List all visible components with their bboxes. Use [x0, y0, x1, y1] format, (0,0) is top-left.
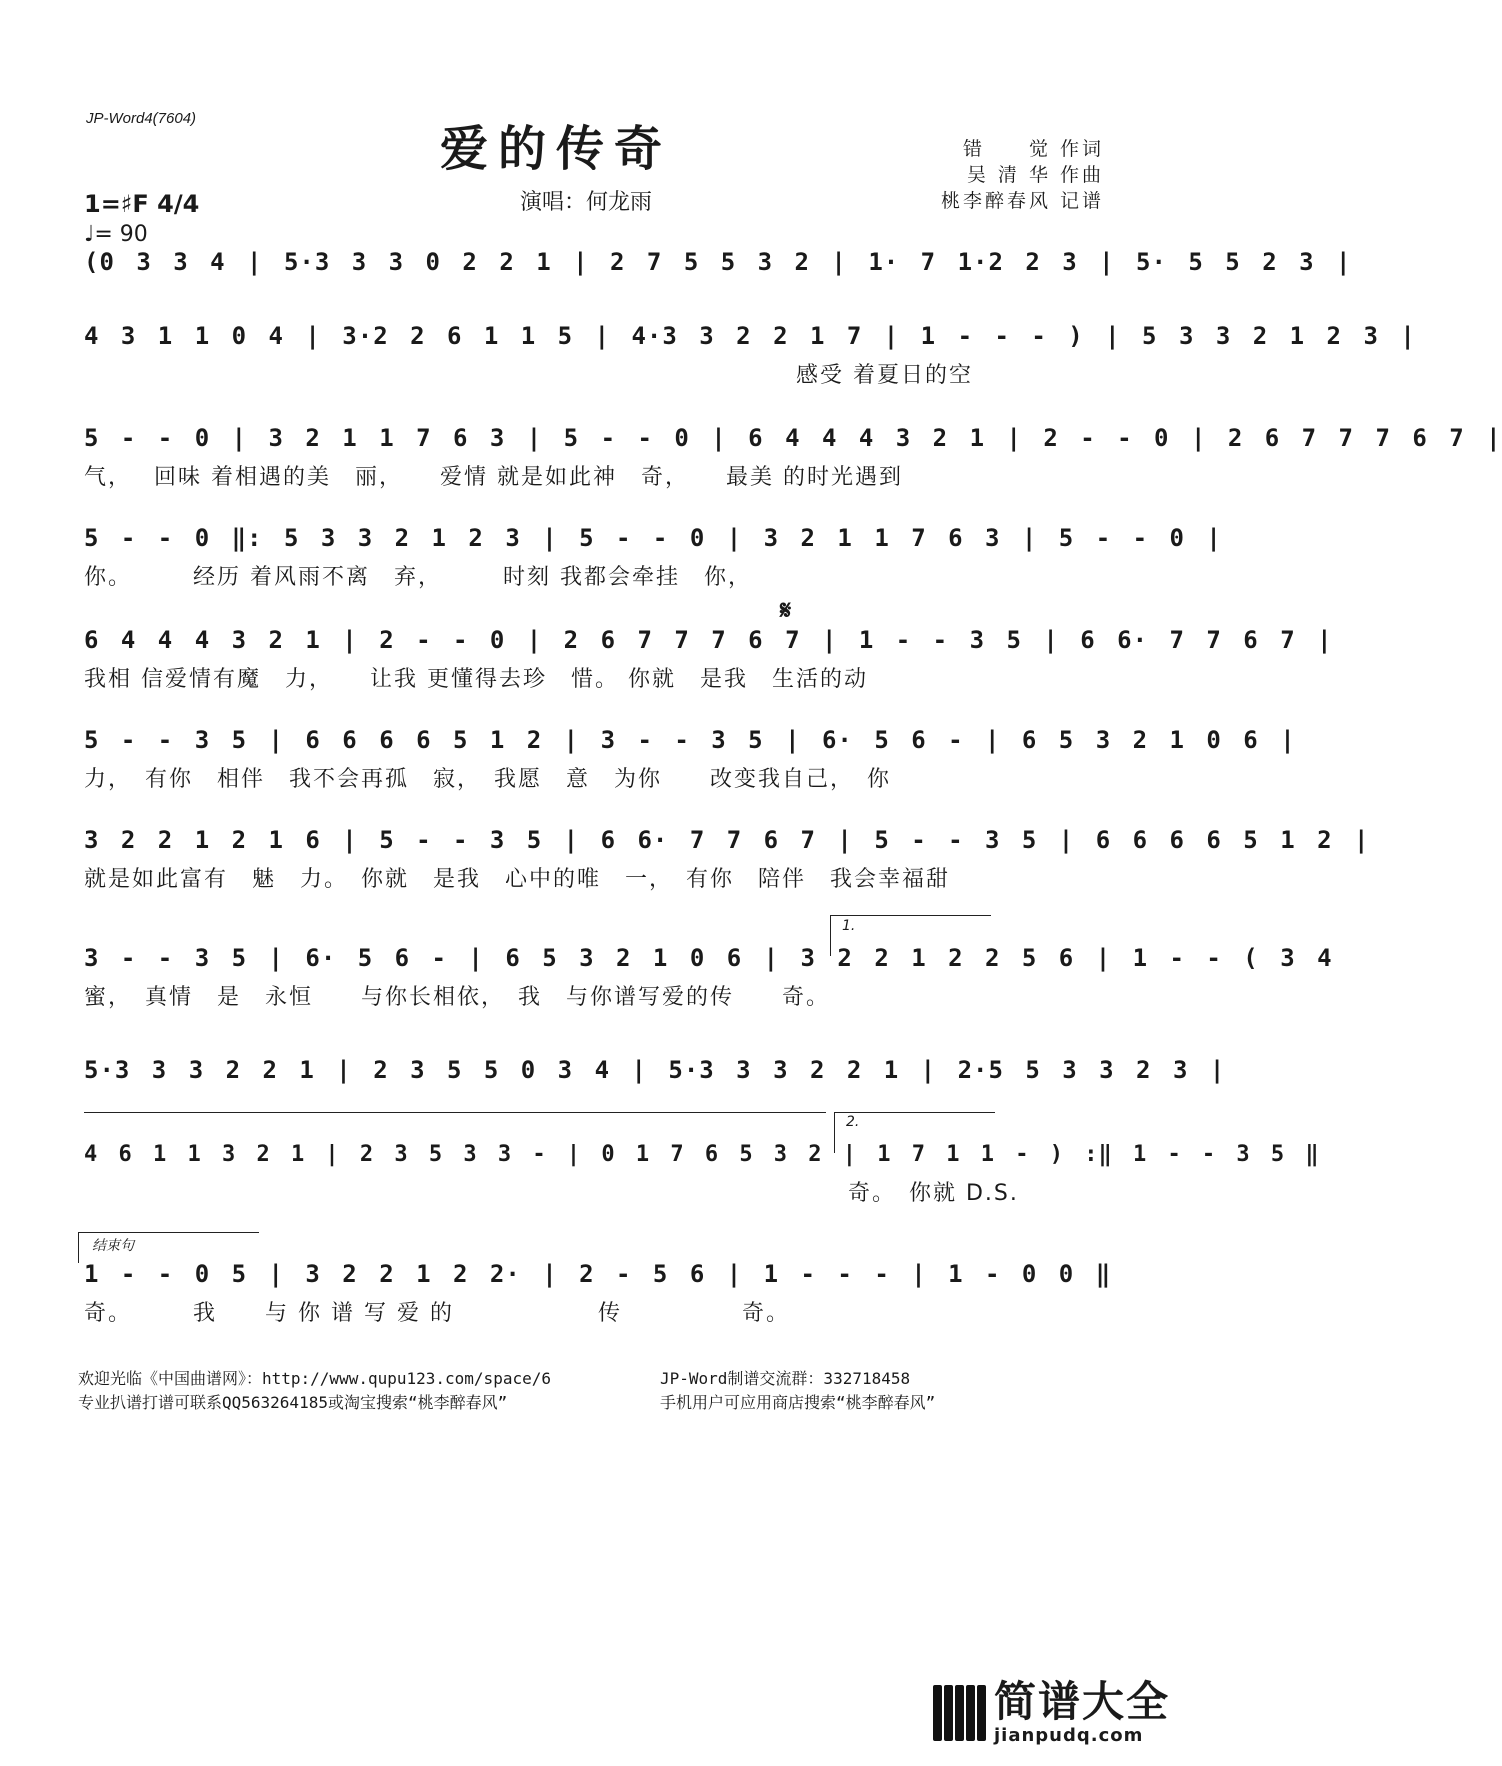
system-6-notes: 5 - - 3 5 | 6 6 6 6 5 1 2 | 3 - - 3 5 | 6· 5 6 - | 6 5 3 2 1 0 6 | — [84, 726, 1296, 754]
logo-url: jianpudq.com — [993, 1725, 1144, 1746]
system-4-notes: 5 - - 0 ‖: 5 3 3 2 1 2 3 | 5 - - 0 | 3 2 1 1 7 6 3 | 5 - - 0 | — [84, 524, 1222, 552]
composer-credit: 吴 清 华 作曲 — [966, 164, 1104, 186]
system-5-lyrics: 我相 信爱情有魔 力， 让我 更懂得去珍 惜。 你就 是我 生活的动 — [84, 667, 868, 692]
system-11-notes: 1 - - 0 5 | 3 2 2 1 2 2· | 2 - 5 6 | 1 - - - | 1 - 0 0 ‖ — [84, 1260, 1112, 1288]
system-2-lyrics: 感受 着夏日的空 — [796, 363, 973, 388]
system-11-lyrics: 奇。 我 与 你 谱 写 爱 的 传 奇。 — [84, 1301, 790, 1326]
lyricist-credit: 错 觉 作词 — [962, 138, 1104, 160]
footer-website: 欢迎光临《中国曲谱网》：http://www.qupu123.com/space/6 — [78, 1369, 551, 1388]
system-3-lyrics: 气， 回味 着相遇的美 丽， 爱情 就是如此神 奇， 最美 的时光遇到 — [84, 465, 903, 490]
piano-keys-icon — [933, 1685, 986, 1741]
system-7-lyrics: 就是如此富有 魅 力。 你就 是我 心中的唯 一， 有你 陪伴 我会幸福甜 — [84, 867, 951, 892]
site-logo — [933, 1679, 1170, 1746]
system-2-notes: 4 3 1 1 0 4 | 3·2 2 6 1 1 5 | 4·3 3 2 2 1 7 | 1 - - - ) | 5 3 3 2 1 2 3 | — [84, 322, 1416, 350]
system-8-lyrics: 蜜， 真情 是 永恒 与你长相依， 我 与你谱写爱的传 奇。 — [84, 985, 831, 1010]
song-title: 爱的传奇 — [440, 121, 673, 177]
system-4-lyrics: 你。 经历 着风雨不离 弃， 时刻 我都会牵挂 你， — [84, 565, 752, 590]
logo-text: 简谱大全 — [993, 1677, 1170, 1726]
coda-label: 结束句 — [92, 1238, 134, 1254]
system-3-notes: 5 - - 0 | 3 2 1 1 7 6 3 | 5 - - 0 | 6 4 4 4 3 2 1 | 2 - - 0 | 2 6 7 7 7 6 7 | — [84, 424, 1502, 452]
system-5-notes: 6 4 4 4 3 2 1 | 2 - - 0 | 2 6 7 7 7 6 7 | 1 - - 3 5 | 6 6· 7 7 6 7 | — [84, 626, 1333, 654]
second-ending-label: 2. — [846, 1114, 860, 1130]
segno-mark: 𝄋 — [780, 596, 792, 626]
first-ending-label: 1. — [842, 918, 856, 934]
tempo-mark: ♩= 90 — [84, 222, 148, 247]
transcriber-credit: 桃李醉春风 记谱 — [940, 190, 1104, 212]
system-1-notes: (0 3 3 4 | 5·3 3 3 0 2 2 1 | 2 7 5 5 3 2 | 1· 7 1·2 2 3 | 5· 5 5 2 3 | — [84, 248, 1352, 276]
system-10-notes: 4 6 1 1 3 2 1 | 2 3 5 3 3 - | 0 1 7 6 5 3 2 | 1 7 1 1 - ) :‖ 1 - - 3 5 ‖ — [84, 1142, 1320, 1167]
system-8-notes: 3 - - 3 5 | 6· 5 6 - | 6 5 3 2 1 0 6 | 3 2 2 1 2 2 5 6 | 1 - - ( 3 4 — [84, 944, 1333, 972]
footer-contact: 专业扒谱打谱可联系QQ563264185或淘宝搜索“桃李醉春风” — [78, 1393, 508, 1412]
system-10-lyrics: 奇。 你就 D.S. — [848, 1181, 1019, 1206]
footer-group: JP-Word制谱交流群：332718458 — [660, 1369, 911, 1388]
system-9-notes: 5·3 3 3 2 2 1 | 2 3 5 5 0 3 4 | 5·3 3 3 2 2 1 | 2·5 5 3 3 2 3 | — [84, 1056, 1226, 1084]
footer-app-search: 手机用户可应用商店搜索“桃李醉春风” — [660, 1393, 936, 1412]
singer-label: 演唱：何龙雨 — [520, 190, 653, 215]
system-7-notes: 3 2 2 1 2 1 6 | 5 - - 3 5 | 6 6· 7 7 6 7 | 5 - - 3 5 | 6 6 6 6 5 1 2 | — [84, 826, 1370, 854]
key-signature: 1=♯F 4/4 — [84, 190, 200, 218]
software-label: JP-Word4(7604) — [86, 110, 197, 127]
repeat-section-line — [84, 1112, 826, 1113]
system-6-lyrics: 力， 有你 相伴 我不会再孤 寂， 我愿 意 为你 改变我自己， 你 — [84, 767, 892, 792]
